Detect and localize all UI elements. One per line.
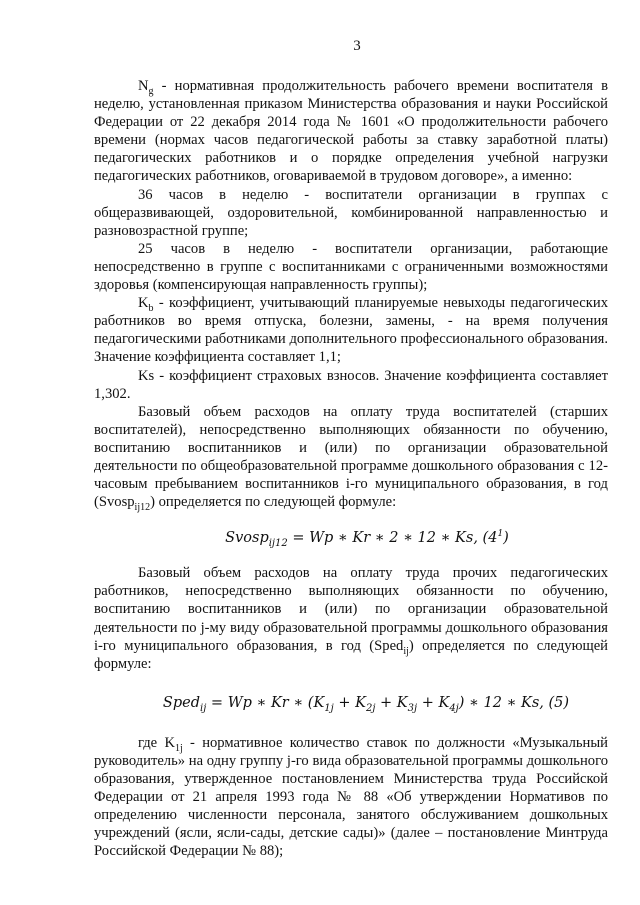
paragraph-36-hours: 36 часов в неделю - воспитатели организации в группах с общеразвивающей, оздоровительной, комбинированной направленностью и разновозрастной группе; — [94, 186, 608, 239]
symbol-ng-sub: g — [148, 85, 154, 97]
formula-svosp-lhs: Svosp — [225, 530, 269, 547]
formula-sped-part4: + K — [417, 694, 450, 711]
formula-svosp-rhs: = Wp ∗ Kr ∗ 2 ∗ 12 ∗ Ks, (4 — [287, 530, 498, 547]
svosp-intro-tail: ) определяется по следующей формуле: — [150, 494, 397, 511]
formula-sped-k2-sub: 2j — [365, 702, 376, 714]
formula-svosp-close: ) — [503, 530, 509, 547]
formula-sped-part3: + K — [375, 694, 408, 711]
paragraph-ng-definition — [94, 77, 608, 186]
paragraph-k1j-definition — [94, 734, 608, 861]
svosp-intro-sub: ij12 — [134, 502, 151, 514]
formula-sped-part5: ) ∗ 12 ∗ Ks, (5) — [458, 694, 570, 711]
symbol-ng: N — [138, 78, 149, 94]
formula-sped-k1-sub: 1j — [324, 702, 334, 714]
formula-sped-lhs-sub: ij — [200, 702, 207, 714]
paragraph-sped-intro — [94, 564, 608, 673]
formula-sped-part1: = Wp ∗ Kr ∗ (K — [206, 694, 325, 711]
symbol-kb-sub: b — [148, 303, 154, 315]
formula-sped-lhs: Sped — [162, 694, 201, 711]
paragraph-ks-definition: Ks - коэффициент страховых взносов. Значение коэффициента составляет 1,302. — [94, 367, 608, 402]
paragraph-svosp-intro — [94, 403, 608, 512]
k1j-definition-text: - нормативное количество ставок по должности «Музыкальный руководитель» на одну группу j-го вида образовательной программы дошкольного образования, утвержденное постановлением Министерства труда Российской Федерации от 21 апреля 1993 года № 88 «Об утверждении Нормативов по определению численности персонала, занятого обслуживанием дошкольных учреждений (ясли, ясли-сады, детские сады)» (далее – постановление Минтруда Российской Федерации № 88); — [94, 734, 608, 860]
sped-intro-text: Базовый объем расходов на оплату труда прочих педагогических работников, непосредственно выполняющих обязанности по обучению, воспитанию воспитанников и (или) по организации образовательной деятельности по j-му виду образовательной программы дошкольного образования i-го муниципального образования, в год (Sped — [94, 565, 608, 654]
formula-sped-k4-sub: 4j — [449, 702, 459, 714]
formula-sped-k3-sub: 3j — [407, 702, 418, 714]
sped-intro-sub: ij — [403, 645, 409, 657]
formula-svosp-sup: 1 — [497, 529, 504, 540]
formula-sped-part2: + K — [333, 694, 366, 711]
formula-svosp-lhs-sub: ij12 — [268, 538, 288, 550]
formula-svosp — [94, 529, 608, 550]
symbol-kb: K — [138, 295, 149, 312]
paragraph-25-hours: 25 часов в неделю - воспитатели организации, работающие непосредственно в группе с воспитанниками с ограниченными возможностями здоровья (компенсирующая направленность группы); — [94, 240, 608, 294]
svosp-intro-text: Базовый объем расходов на оплату труда воспитателей (старших воспитателей), непосредственно выполняющих обязанности по обучению, воспитанию воспитанников и (или) по организации образовательной деятельности по общеобразовательной программе дошкольного образования с 12-часовым пребыванием воспитанников i-го муниципального образования, в год (Svosp — [94, 403, 608, 511]
ng-definition-text: - нормативная продолжительность рабочего времени воспитателя в неделю, установленная приказом Министерства образования и науки Российской Федерации от 22 декабря 2014 года № 1601 «О продолжительности рабочего времени (нормах часов педагогической работы за ставку заработной платы) педагогических работников и о порядке определения учебной нагрузки педагогических работников, оговариваемой в трудовом договоре», а именно: — [94, 78, 608, 185]
k1j-pre: где K — [138, 734, 175, 751]
paragraph-kb-definition — [94, 294, 608, 366]
sped-intro-tail: ) определяется по следующей формуле: — [94, 637, 608, 672]
k1j-sub: 1j — [174, 742, 183, 754]
formula-sped — [94, 694, 608, 714]
page-number: 3 — [353, 38, 361, 54]
kb-definition-text: - коэффициент, учитывающий планируемые невыходы педагогических работников во время отпуска, болезни, замены, - на время получения педагогическими работниками дополнительного профессионального образования. Значение коэффициента составляет 1,1; — [94, 295, 608, 366]
